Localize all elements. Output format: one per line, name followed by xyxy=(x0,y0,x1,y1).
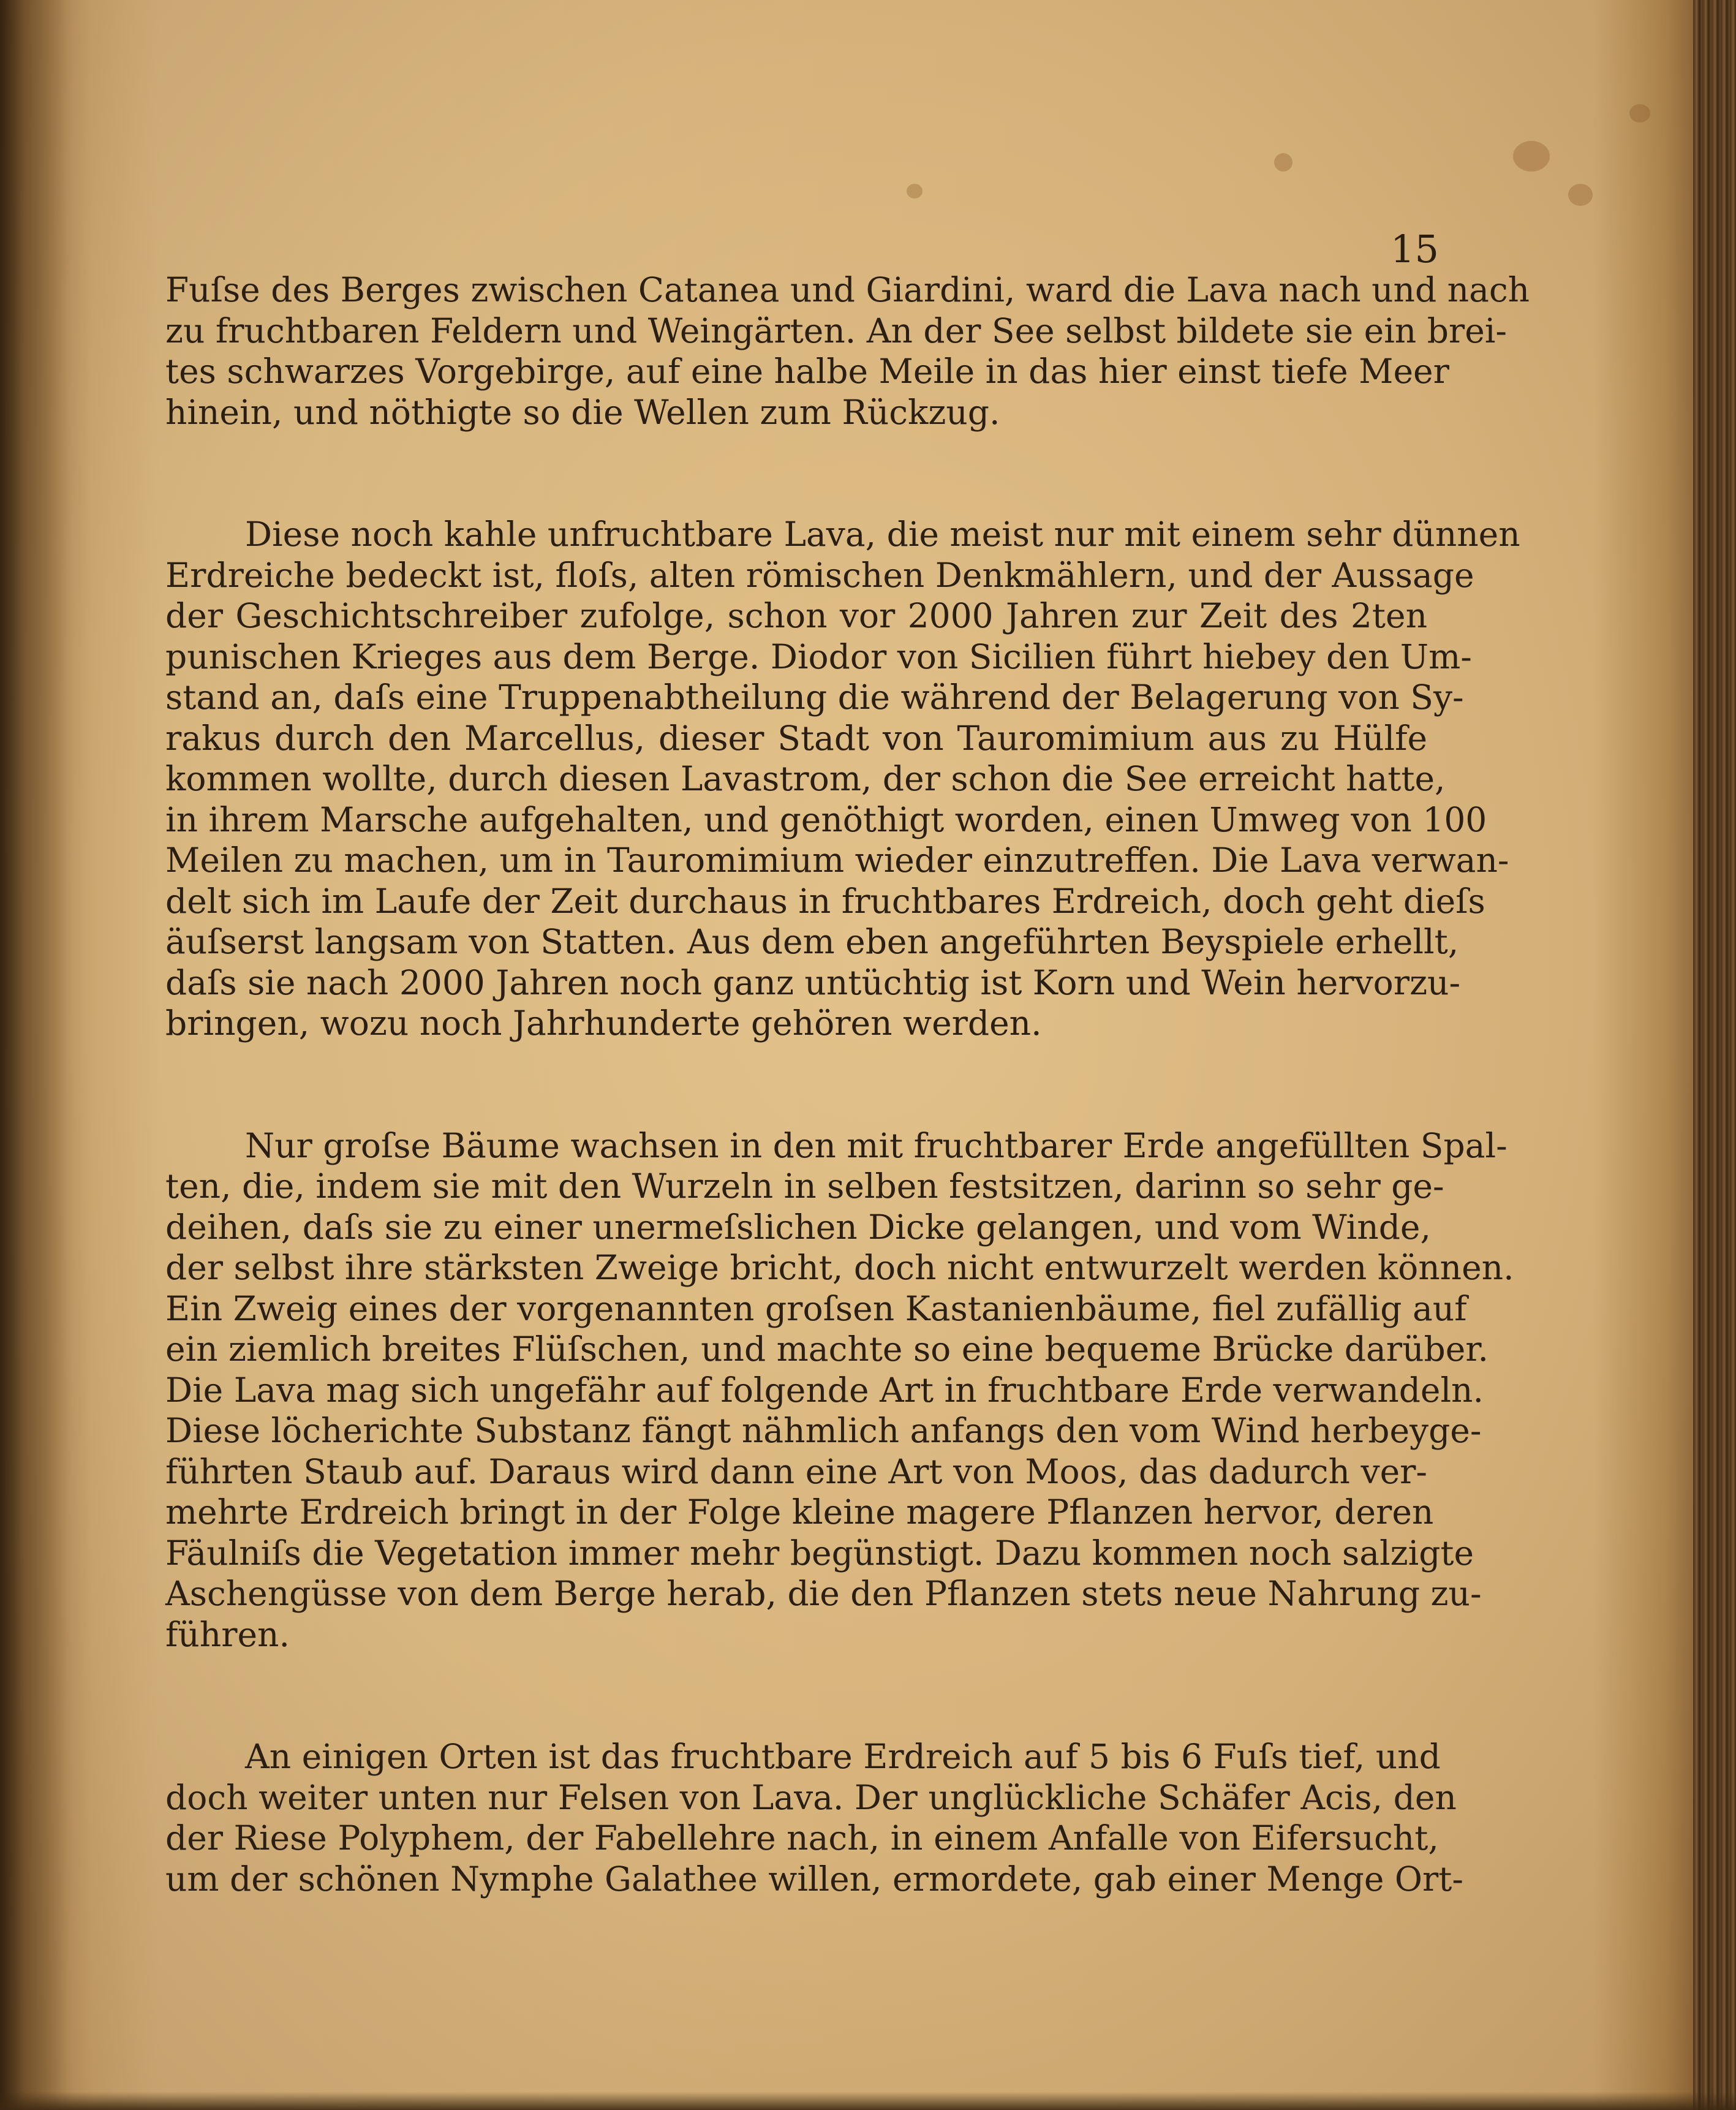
text-line: um der schönen Nymphe Galathee willen, ermordete, gab einer Menge Ort- xyxy=(165,1859,1463,1899)
body-text xyxy=(165,270,1530,1899)
text-line: delt sich im Laufe der Zeit durchaus in fruchtbares Erdreich, doch geht dieſs xyxy=(165,881,1485,921)
text-line: in ihrem Marsche aufgehalten, und genöthigt worden, einen Umweg von 100 xyxy=(165,800,1487,839)
text-line: Die Lava mag sich ungefähr auf folgende Art in fruchtbare Erde verwandeln. xyxy=(165,1370,1484,1410)
binding-gutter xyxy=(0,0,92,2110)
text-line: ten, die, indem sie mit den Wurzeln in selben festsitzen, darinn so sehr ge- xyxy=(165,1167,1444,1206)
text-line: punischen Krieges aus dem Berge. Diodor von Sicilien führt hiebey den Um- xyxy=(165,637,1472,676)
foxing-stain xyxy=(1274,153,1293,172)
text-line: der selbst ihre stärksten Zweige bricht, doch nicht entwurzelt werden können. xyxy=(165,1248,1514,1287)
text-line: kommen wollte, durch diesen Lavastrom, der schon die See erreicht hatte, xyxy=(165,759,1446,798)
text-line: Meilen zu machen, um in Tauromimium wieder einzutreffen. Die Lava verwan- xyxy=(165,841,1509,880)
text-line: Diese löcherichte Substanz fängt nähmlich anfangs den vom Wind herbeyge- xyxy=(165,1411,1482,1450)
text-line: Nur groſse Bäume wachsen in den mit fruchtbarer Erde angefüllten Spal- xyxy=(245,1125,1508,1165)
foxing-stain xyxy=(1629,104,1650,123)
text-line: hinein, und nöthigte so die Wellen zum Rückzug. xyxy=(165,392,1000,432)
text-line: deihen, daſs sie zu einer unermeſslichen Dicke gelangen, und vom Winde, xyxy=(165,1207,1431,1247)
text-line: zu fruchtbaren Feldern und Weingärten. An der See selbst bildete sie ein brei- xyxy=(165,311,1507,350)
text-line: bringen, wozu noch Jahrhunderte gehören werden. xyxy=(165,1004,1042,1043)
text-line: tes schwarzes Vorgebirge, auf eine halbe Meile in das hier einst tiefe Meer xyxy=(165,352,1449,391)
text-line: der Riese Polyphem, der Fabellehre nach, in einem Anfalle von Eifersucht, xyxy=(165,1818,1439,1858)
foxing-stain xyxy=(1568,184,1593,206)
page-edges xyxy=(1693,0,1736,2110)
text-line: Aschengüsse von dem Berge herab, die den Pflanzen stets neue Nahrung zu- xyxy=(165,1574,1482,1613)
text-line: An einigen Orten ist das fruchtbare Erdreich auf 5 bis 6 Fuſs tief, und xyxy=(245,1737,1441,1776)
text-line: Fäulniſs die Vegetation immer mehr begünstigt. Dazu kommen noch salzigte xyxy=(165,1533,1474,1573)
text-line: doch weiter unten nur Felsen von Lava. Der unglückliche Schäfer Acis, den xyxy=(165,1777,1457,1817)
text-line: daſs sie nach 2000 Jahren noch ganz untüchtig ist Korn und Wein hervorzu- xyxy=(165,962,1461,1002)
bottom-edge-shadow xyxy=(0,2092,1736,2110)
text-line: rakus durch den Marcellus, dieser Stadt von Tauromimium aus zu Hülfe xyxy=(165,718,1427,758)
page-number: 15 xyxy=(1391,227,1439,271)
paragraph-4 xyxy=(165,1736,1463,1899)
text-line: der Geschichtschreiber zufolge, schon vor 2000 Jahren zur Zeit des 2ten xyxy=(165,596,1427,635)
text-line: stand an, daſs eine Truppenabtheilung die während der Belagerung von Sy- xyxy=(165,678,1464,717)
text-line: führen. xyxy=(165,1614,290,1654)
text-line: Diese noch kahle unfruchtbare Lava, die meist nur mit einem sehr dünnen xyxy=(245,515,1520,554)
text-line: äuſserst langsam von Statten. Aus dem eben angeführten Beyspiele erhellt, xyxy=(165,922,1459,961)
text-line: mehrte Erdreich bringt in der Folge kleine magere Pflanzen hervor, deren xyxy=(165,1492,1434,1532)
text-line: Erdreiche bedeckt ist, floſs, alten römischen Denkmählern, und der Aussage xyxy=(165,555,1474,595)
paragraph-2 xyxy=(165,514,1520,1044)
foxing-stain xyxy=(1513,141,1550,172)
text-line: Fuſse des Berges zwischen Catanea und Giardini, ward die Lava nach und nach xyxy=(165,270,1530,309)
text-line: Ein Zweig eines der vorgenannten groſsen Kastanienbäume, fiel zufällig auf xyxy=(165,1288,1467,1328)
text-line: ein ziemlich breites Flüſschen, und machte so eine bequeme Brücke darüber. xyxy=(165,1329,1489,1369)
paragraph-3 xyxy=(165,1125,1514,1655)
paragraph-1 xyxy=(165,270,1530,433)
text-line: führten Staub auf. Daraus wird dann eine Art von Moos, das dadurch ver- xyxy=(165,1451,1427,1491)
foxing-stain xyxy=(907,184,923,199)
